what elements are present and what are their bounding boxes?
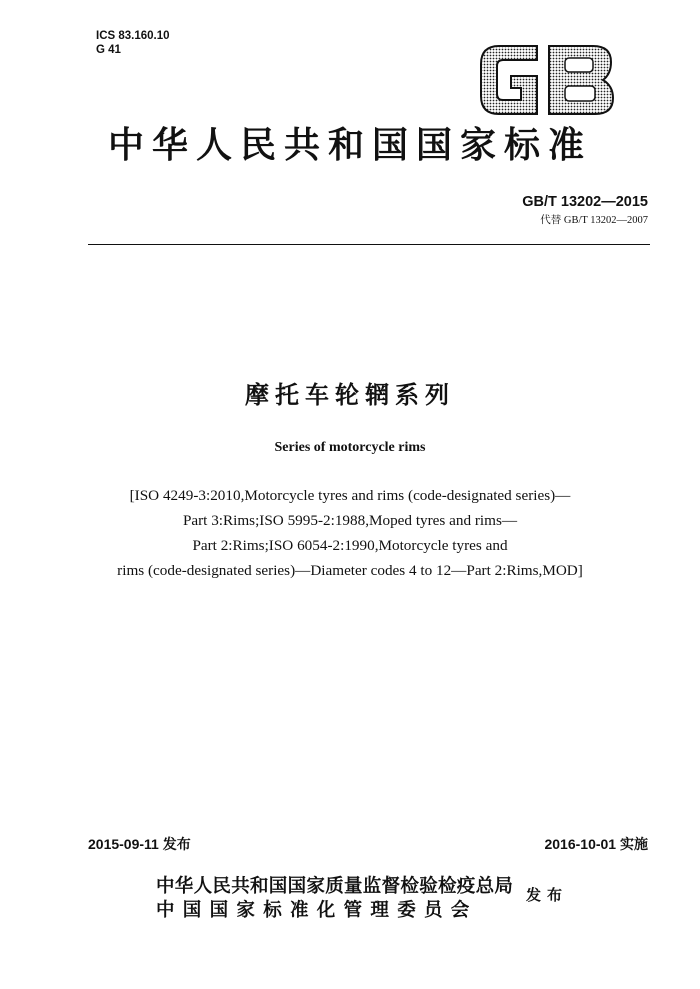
ics-code: ICS 83.160.10 [96, 30, 170, 42]
classification-code: G 41 [96, 44, 121, 56]
document-title-cn: 摩托车轮辋系列 [245, 381, 455, 409]
iso-reference-line: rims (code-designated series)—Diameter codes 4 to 12—Part 2:Rims,MOD] [117, 562, 583, 579]
publish-date: 2015-09-11 发布 [88, 836, 191, 852]
issue-label: 发布 [526, 886, 569, 904]
replaces-standard: 代替 GB/T 13202—2007 [540, 215, 648, 226]
national-standard-title: 中华人民共和国国家标准 [107, 125, 592, 166]
iso-reference-line: Part 2:Rims;ISO 6054-2:1990,Motorcycle tyres and [192, 537, 508, 554]
standard-number: GB/T 13202—2015 [522, 194, 648, 210]
implementation-date: 2016-10-01 实施 [544, 836, 648, 852]
header-divider [88, 244, 650, 245]
iso-reference [40, 483, 660, 583]
logo-text: GB [477, 42, 479, 43]
issuer-sac: 中国国家标准化管理委员会 [156, 900, 478, 921]
gb-logo [477, 42, 617, 118]
document-title-en: Series of motorcycle rims [274, 440, 426, 455]
issuer-aqsiq: 中华人民共和国国家质量监督检验检疫总局 [156, 876, 514, 897]
iso-reference-line: Part 3:Rims;ISO 5995-2:1988,Moped tyres and rims— [182, 512, 518, 529]
iso-reference-line: [ISO 4249-3:2010,Motorcycle tyres and rims (code-designated series)— [129, 487, 571, 504]
